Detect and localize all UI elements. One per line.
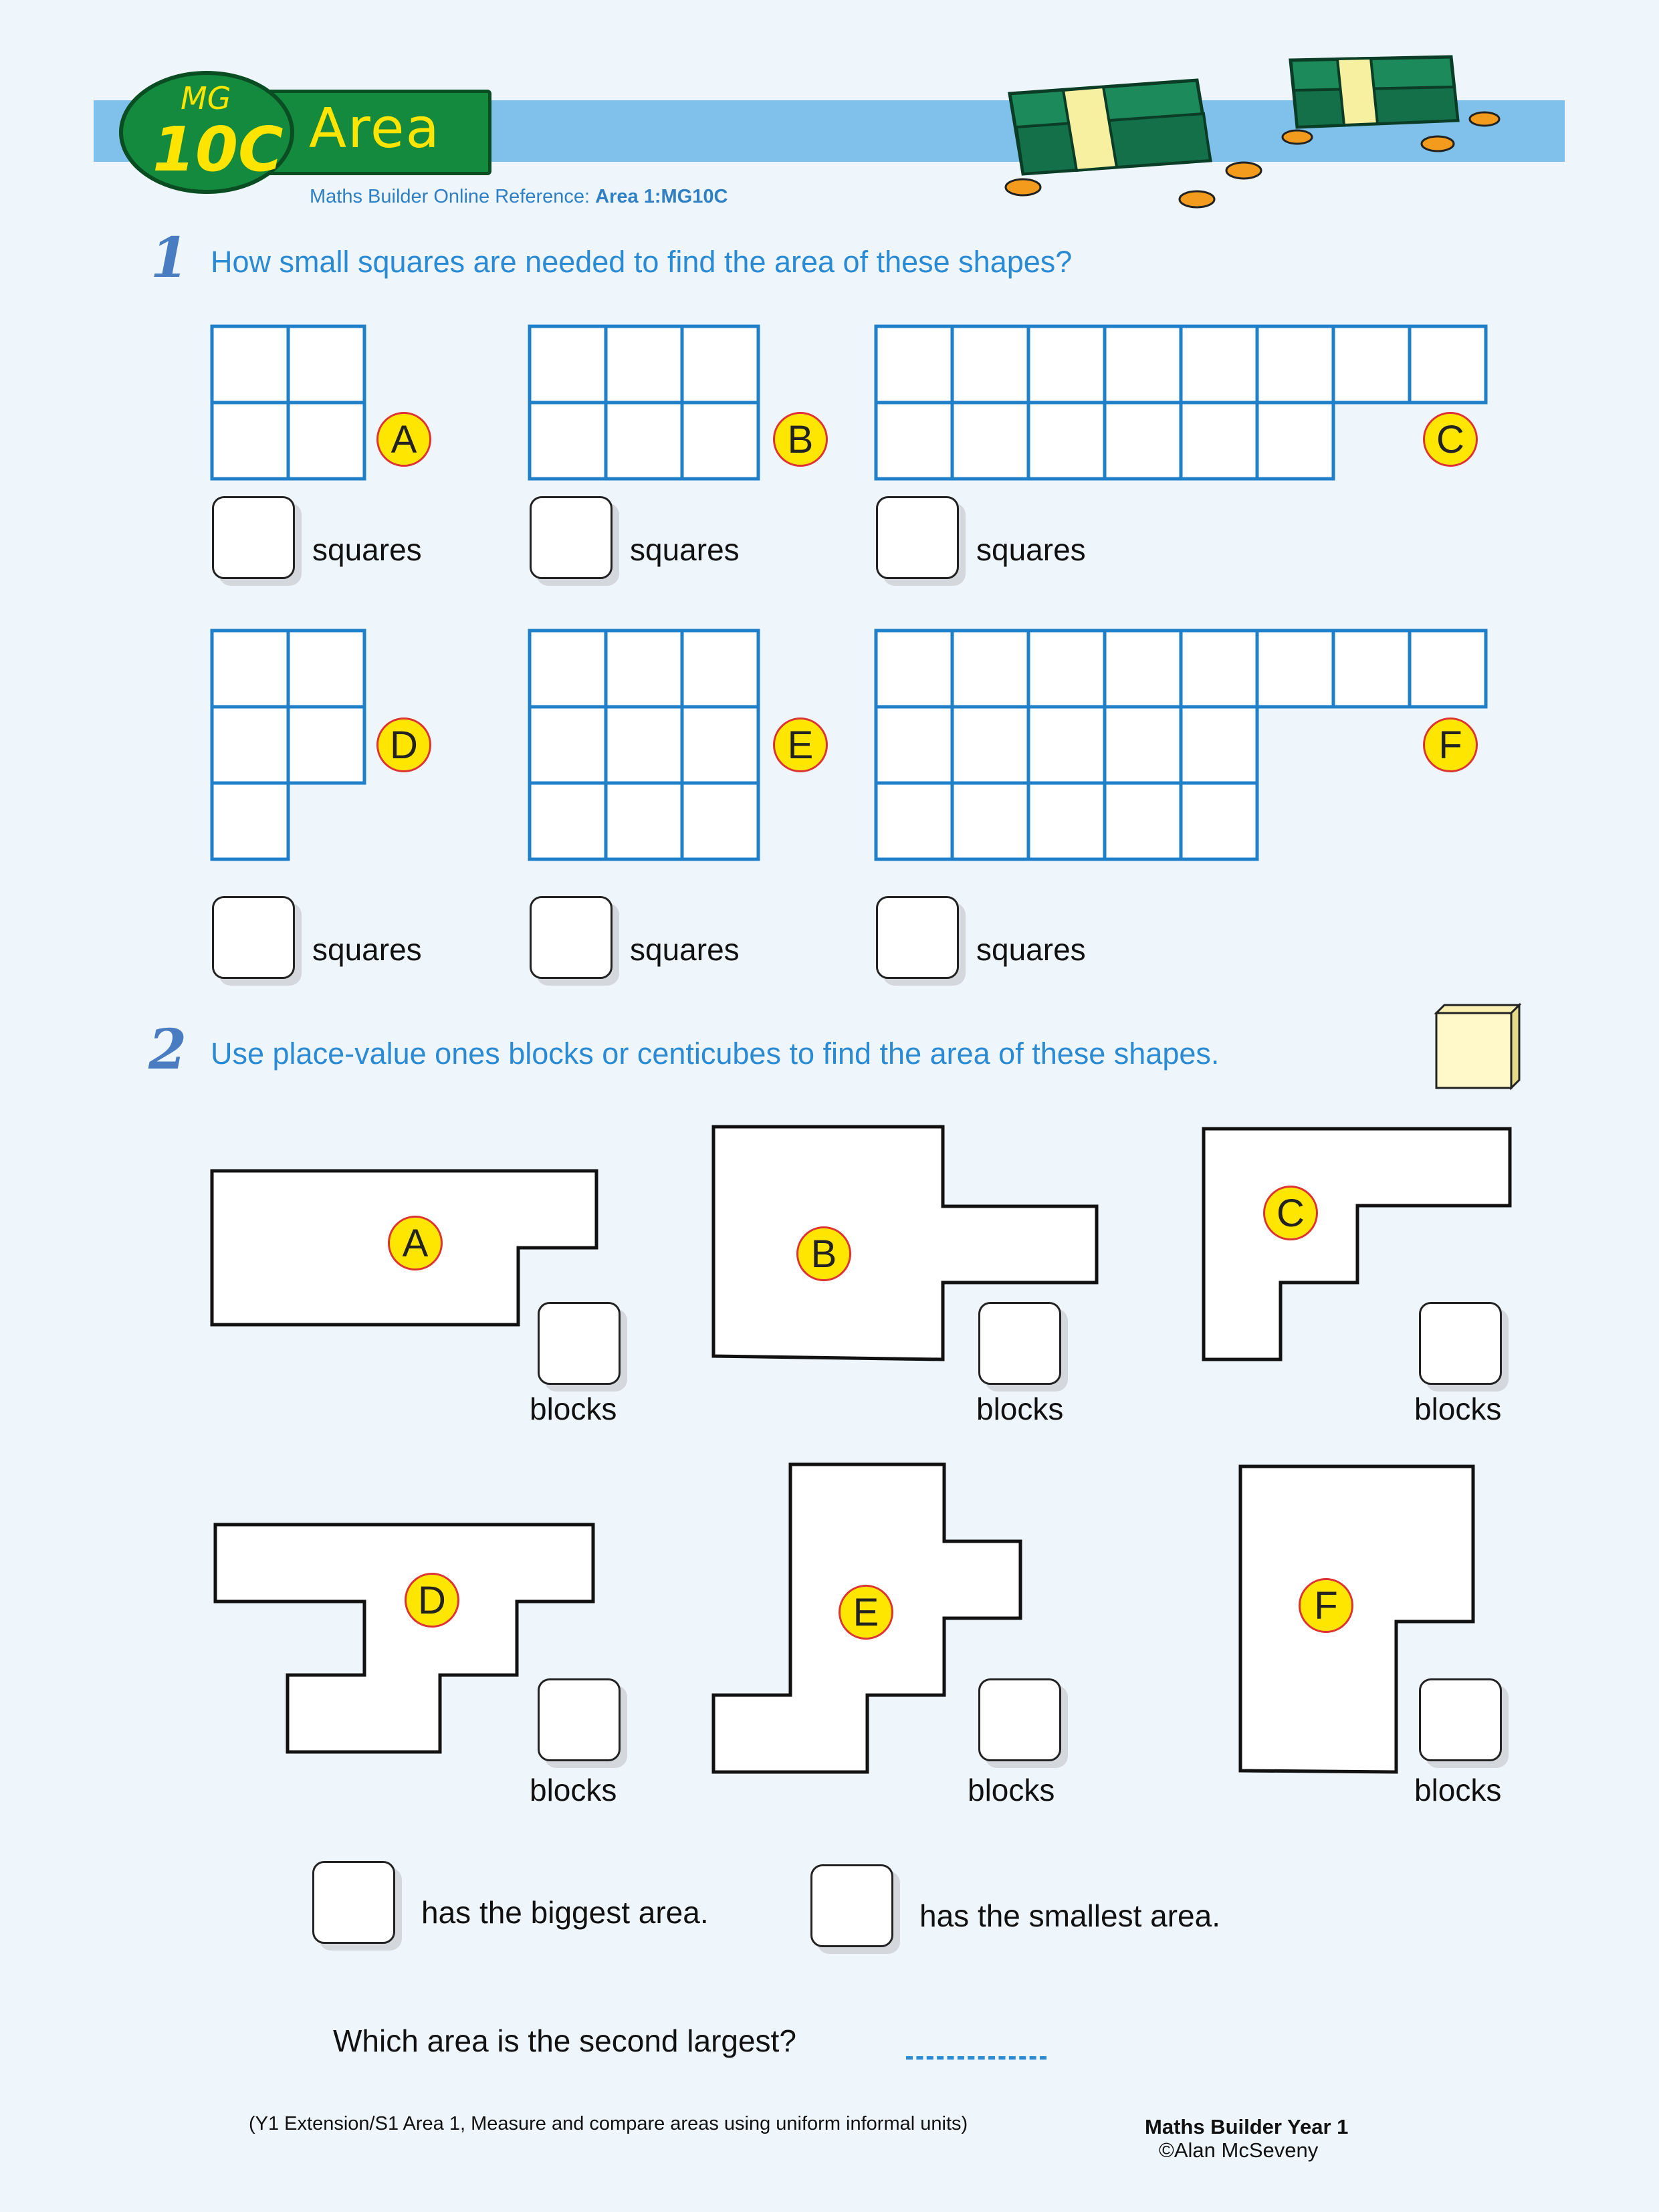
q2-shape-label-f: F bbox=[1299, 1578, 1353, 1633]
q1-shape-label-f: F bbox=[1423, 717, 1478, 772]
block-shape-d bbox=[215, 1525, 593, 1752]
biggest-area-text: has the biggest area. bbox=[421, 1895, 709, 1930]
q2-answer-d[interactable] bbox=[538, 1678, 621, 1761]
q1-unit-f: squares bbox=[976, 932, 1086, 967]
q2-shape-label-c: C bbox=[1263, 1186, 1318, 1240]
curriculum-reference: (Y1 Extension/S1 Area 1, Measure and compare areas using uniform informal units) bbox=[249, 2113, 968, 2134]
q2-unit-b: blocks bbox=[976, 1392, 1064, 1426]
q1-shape-label-a: A bbox=[376, 412, 431, 467]
q2-answer-a[interactable] bbox=[538, 1302, 621, 1385]
q1-unit-a: squares bbox=[312, 532, 422, 567]
q2-shape-label-a: A bbox=[388, 1216, 443, 1270]
question-2-number: 2 bbox=[148, 1018, 187, 1082]
q1-shape-label-d: D bbox=[376, 717, 431, 772]
badge-code: 10C bbox=[152, 114, 284, 185]
q1-shape-label-b: B bbox=[773, 412, 828, 467]
smallest-area-text: has the smallest area. bbox=[919, 1898, 1221, 1933]
biggest-area-answer[interactable] bbox=[312, 1861, 395, 1944]
reference-code: Area 1:MG10C bbox=[595, 186, 728, 207]
page-title: Area bbox=[309, 97, 441, 160]
q2-answer-f[interactable] bbox=[1419, 1678, 1502, 1761]
badge-prefix: MG bbox=[181, 80, 231, 116]
q2-shape-label-e: E bbox=[839, 1585, 893, 1640]
q2-unit-a: blocks bbox=[530, 1392, 617, 1426]
question-1-prompt: How small squares are needed to find the area of these shapes? bbox=[211, 245, 1073, 279]
smallest-area-answer[interactable] bbox=[810, 1864, 893, 1947]
q2-answer-b[interactable] bbox=[978, 1302, 1061, 1385]
q2-unit-c: blocks bbox=[1414, 1392, 1502, 1426]
q2-unit-d: blocks bbox=[530, 1773, 617, 1807]
q2-unit-e: blocks bbox=[968, 1773, 1055, 1807]
question-2-prompt: Use place-value ones blocks or centicubes to find the area of these shapes. bbox=[211, 1036, 1220, 1071]
reference-prefix: Maths Builder Online Reference: bbox=[310, 186, 590, 207]
q1-unit-b: squares bbox=[630, 532, 740, 567]
question-1-number: 1 bbox=[150, 226, 189, 290]
q2-unit-f: blocks bbox=[1414, 1773, 1502, 1807]
second-largest-answer-line[interactable] bbox=[906, 2056, 1046, 2060]
q2-shape-label-d: D bbox=[405, 1573, 459, 1628]
book-title: Maths Builder Year 1 bbox=[1145, 2115, 1349, 2138]
q2-answer-e[interactable] bbox=[978, 1678, 1061, 1761]
q1-shape-label-c: C bbox=[1423, 412, 1478, 467]
q2-shape-label-b: B bbox=[796, 1226, 851, 1281]
q2-answer-c[interactable] bbox=[1419, 1302, 1502, 1385]
second-largest-question: Which area is the second largest? bbox=[333, 2023, 796, 2058]
copyright: ©Alan McSeveny bbox=[1159, 2138, 1319, 2162]
q1-shape-label-e: E bbox=[773, 717, 828, 772]
q1-unit-c: squares bbox=[976, 532, 1086, 567]
q1-unit-e: squares bbox=[630, 932, 740, 967]
q1-unit-d: squares bbox=[312, 932, 422, 967]
